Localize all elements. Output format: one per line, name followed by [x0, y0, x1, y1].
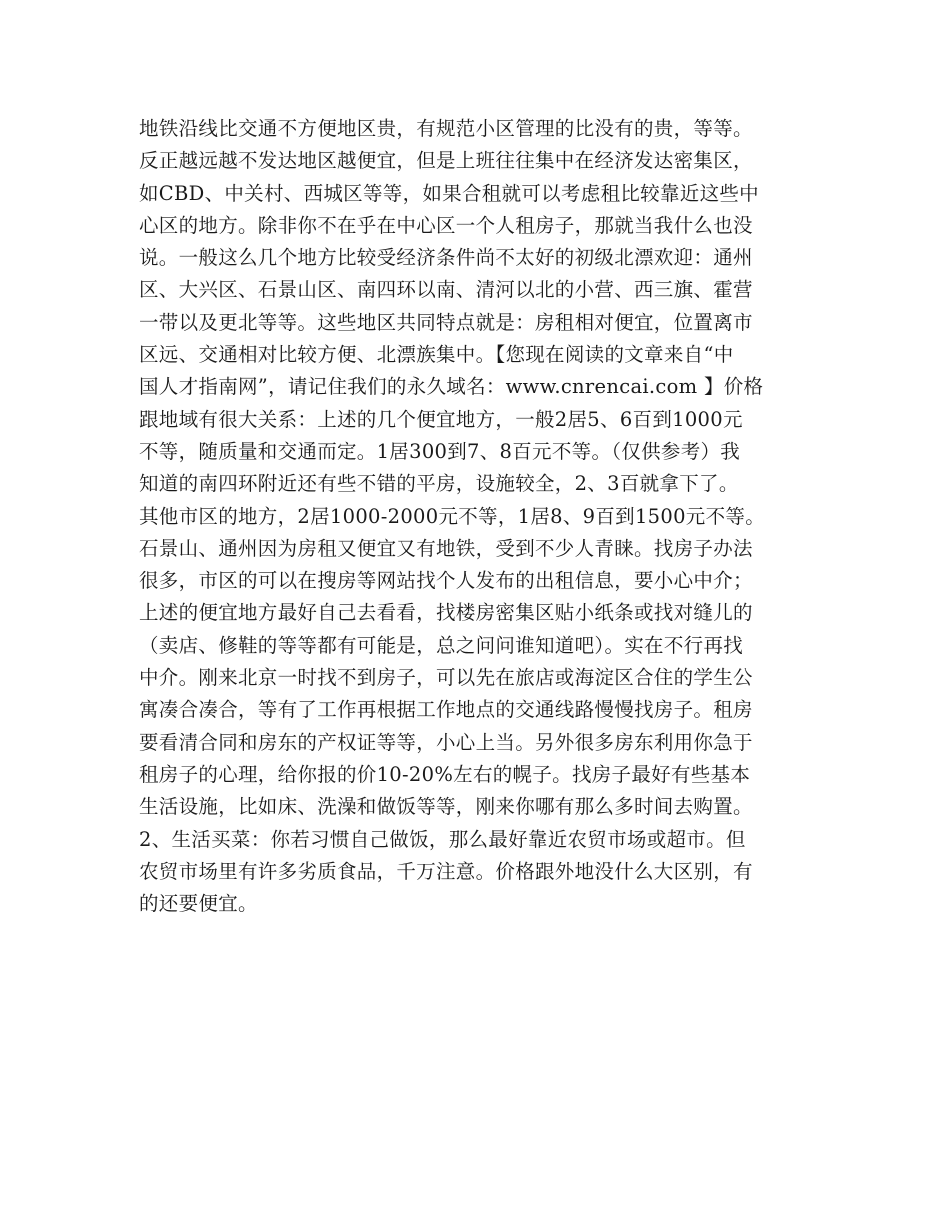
text-line: 要看清合同和房东的产权证等等，小心上当。另外很多房东利用你急于	[139, 730, 753, 754]
text-line: 一带以及更北等等。这些地区共同特点就是：房租相对便宜，位置离市	[139, 310, 753, 334]
text-line: 国人才指南网”，请记住我们的永久域名：www.cnrencai.com 】价格	[139, 375, 764, 399]
text-line: 跟地域有很大关系：上述的几个便宜地方，一般2居5、6百到1000元	[139, 407, 743, 431]
text-line: 租房子的心理，给你报的价10-20%左右的幌子。找房子最好有些基本	[139, 762, 751, 786]
text-line: 知道的南四环附近还有些不错的平房，设施较全，2、3百就拿下了。	[139, 472, 739, 496]
text-line: 很多，市区的可以在搜房等网站找个人发布的出租信息，要小心中介；	[139, 569, 753, 593]
body-text	[139, 113, 829, 920]
text-line: 其他市区的地方，2居1000-2000元不等，1居8、9百到1500元不等。	[139, 504, 765, 528]
text-line: 区、大兴区、石景山区、南四环以南、清河以北的小营、西三旗、霍营	[139, 278, 753, 302]
text-line: （卖店、修鞋的等等都有可能是，总之问问谁知道吧）。实在不行再找	[139, 633, 744, 657]
text-line: 心区的地方。除非你不在乎在中心区一个人租房子，那就当我什么也没	[139, 213, 753, 237]
text-line: 如CBD、中关村、西城区等等，如果合租就可以考虑租比较靠近这些中	[139, 181, 759, 205]
text-line: 石景山、通州因为房租又便宜又有地铁，受到不少人青睐。找房子办法	[139, 536, 753, 560]
text-line: 2、生活买菜：你若习惯自己做饭，那么最好靠近农贸市场或超市。但	[139, 827, 746, 851]
text-line: 生活设施，比如床、洗澡和做饭等等，刚来你哪有那么多时间去购置。	[139, 795, 753, 819]
text-line: 中介。刚来北京一时找不到房子，可以先在旅店或海淀区合住的学生公	[139, 666, 753, 690]
text-line: 寓凑合凑合，等有了工作再根据工作地点的交通线路慢慢找房子。租房	[139, 698, 753, 722]
text-line: 农贸市场里有许多劣质食品，千万注意。价格跟外地没什么大区别，有	[139, 859, 753, 883]
text-line: 说。一般这么几个地方比较受经济条件尚不太好的初级北漂欢迎：通州	[139, 246, 753, 270]
text-line: 地铁沿线比交通不方便地区贵，有规范小区管理的比没有的贵，等等。	[139, 117, 753, 140]
text-line: 反正越远越不发达地区越便宜，但是上班往往集中在经济发达密集区，	[139, 149, 753, 173]
text-line: 上述的便宜地方最好自己去看看，找楼房密集区贴小纸条或找对缝儿的	[139, 601, 753, 625]
text-line: 不等，随质量和交通而定。1居300到7、8百元不等。（仅供参考）我	[139, 439, 741, 463]
text-line: 的还要便宜。	[139, 892, 258, 916]
text-line: 区远、交通相对比较方便、北漂族集中。【您现在阅读的文章来自“中	[139, 343, 734, 367]
